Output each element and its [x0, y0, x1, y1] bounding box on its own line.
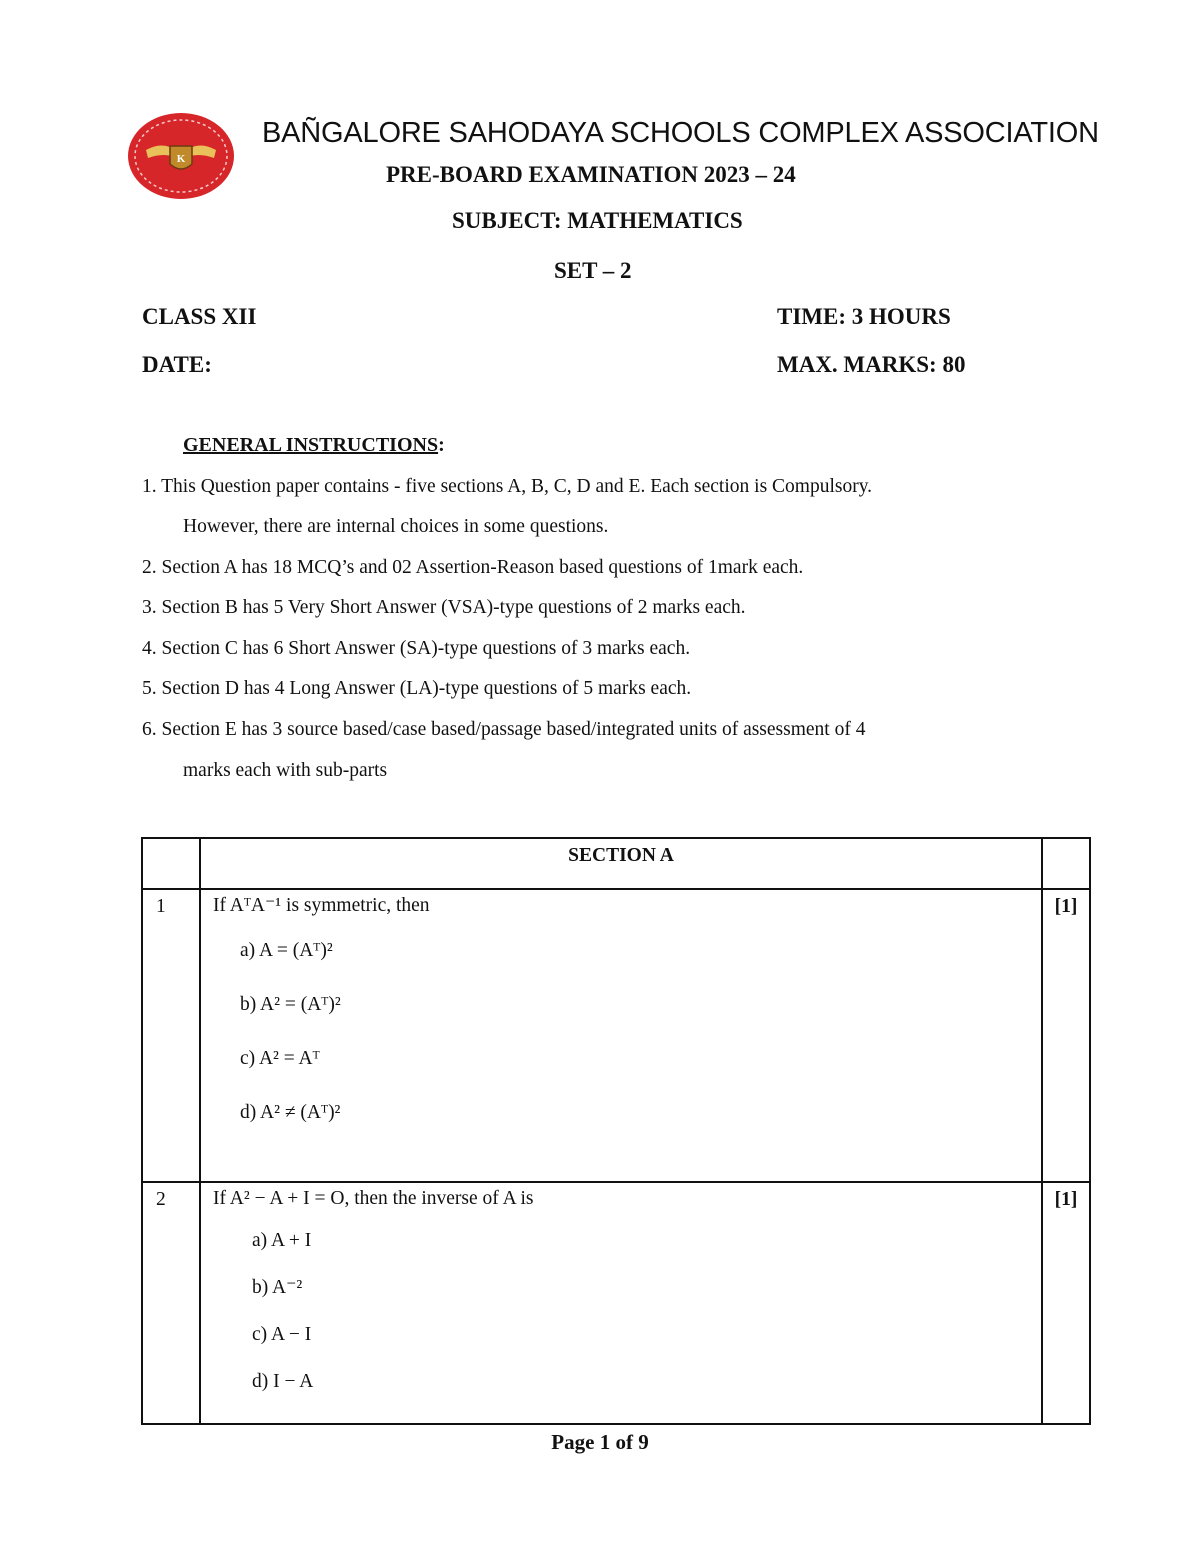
option-b: b) A⁻²: [252, 1277, 303, 1298]
option-c: c) A − I: [252, 1324, 312, 1345]
instruction-item: 6. Section E has 3 source based/case based/passage based/integrated units of assessment of 4: [142, 719, 866, 740]
subject-title: SUBJECT: MATHEMATICS: [452, 208, 743, 233]
question-marks: [1]: [1042, 889, 1090, 1182]
question-stem: If AᵀA⁻¹ is symmetric, then: [213, 895, 430, 916]
class-label: CLASS XII: [142, 304, 257, 329]
option-b: b) A² = (Aᵀ)²: [240, 994, 341, 1015]
time-label: TIME: 3 HOURS: [777, 304, 951, 329]
set-label: SET – 2: [554, 258, 632, 283]
instruction-item: 1. This Question paper contains - five sections A, B, C, D and E. Each section is Compulsory.: [142, 476, 873, 497]
question-row: [142, 889, 1090, 1182]
option-d: d) I − A: [252, 1371, 314, 1392]
option-a: a) A + I: [252, 1230, 312, 1251]
instruction-item: 4. Section C has 6 Short Answer (SA)-type questions of 3 marks each.: [142, 638, 691, 659]
option-a: a) A = (Aᵀ)²: [240, 940, 333, 961]
option-d: d) A² ≠ (Aᵀ)²: [240, 1102, 341, 1123]
option-c: c) A² = Aᵀ: [240, 1048, 320, 1069]
question-stem: If A² − A + I = O, then the inverse of A is: [213, 1188, 534, 1209]
section-header-row: [142, 838, 1090, 889]
instructions-title: GENERAL INSTRUCTIONS:: [183, 434, 445, 456]
question-marks: [1]: [1042, 1182, 1090, 1424]
page-number: Page 1 of 9: [551, 1430, 649, 1454]
question-number: 1: [142, 889, 200, 1182]
question-number: 2: [142, 1182, 200, 1424]
instruction-item: 2. Section A has 18 MCQ’s and 02 Assertion-Reason based questions of 1mark each.: [142, 557, 804, 578]
date-label: DATE:: [142, 352, 212, 377]
instruction-item: marks each with sub-parts: [183, 760, 388, 781]
max-marks-label: MAX. MARKS: 80: [777, 352, 966, 377]
question-row: [142, 1182, 1090, 1424]
school-emblem-icon: [126, 112, 236, 200]
instruction-item: 5. Section D has 4 Long Answer (LA)-type questions of 5 marks each.: [142, 678, 692, 699]
question-table: [141, 837, 1091, 1425]
instruction-item: However, there are internal choices in some questions.: [183, 516, 609, 537]
section-title: SECTION A: [200, 838, 1042, 889]
svg-text:K: K: [176, 153, 186, 165]
exam-title: PRE-BOARD EXAMINATION 2023 – 24: [386, 162, 796, 187]
organization-name: BAÑGALORE SAHODAYA SCHOOLS COMPLEX ASSOCIATION: [262, 117, 1099, 149]
instruction-item: 3. Section B has 5 Very Short Answer (VSA)-type questions of 2 marks each.: [142, 597, 746, 618]
